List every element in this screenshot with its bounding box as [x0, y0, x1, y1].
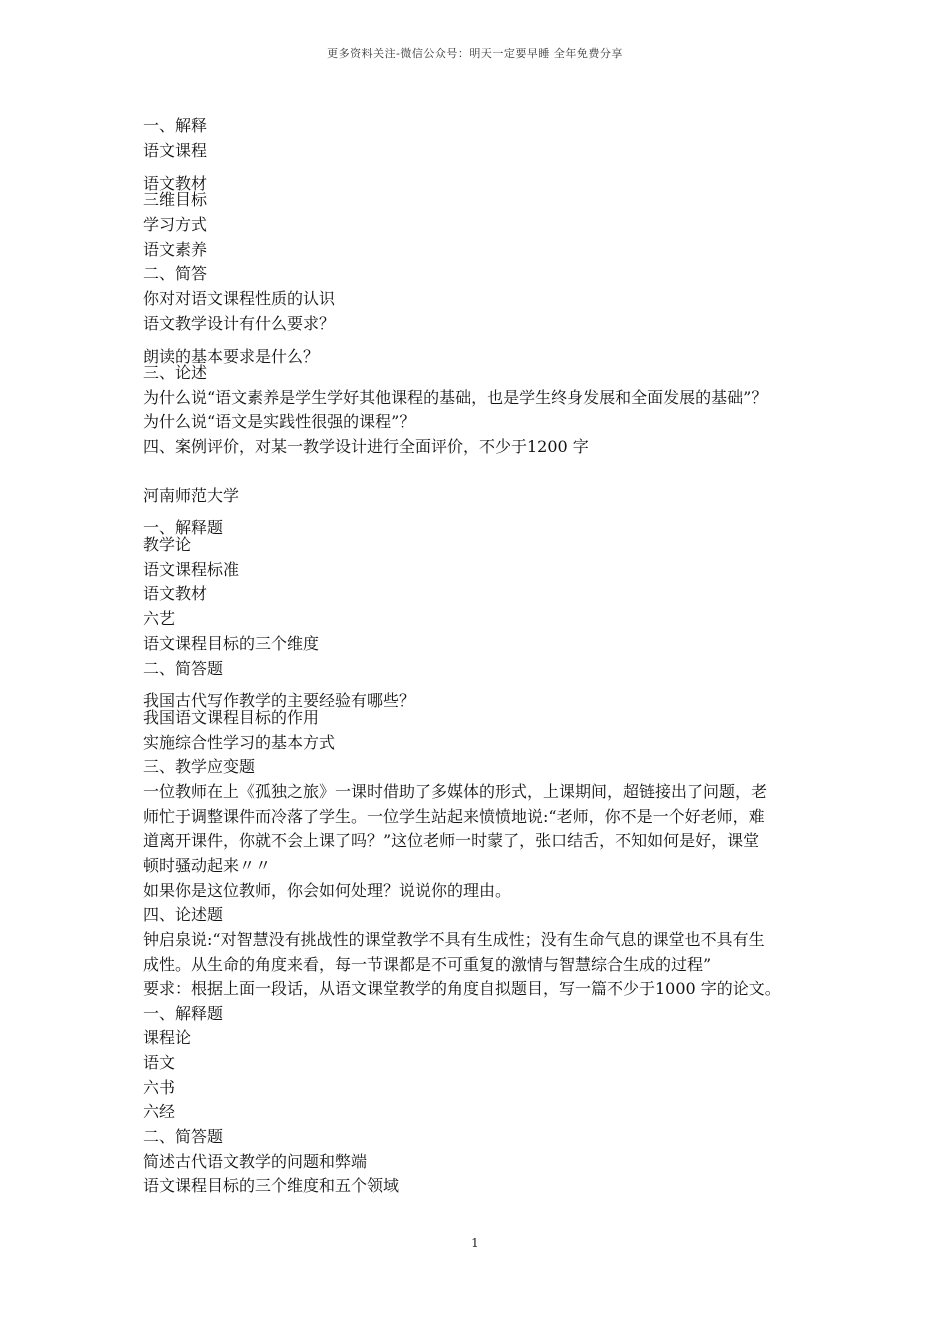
term-item: 三维目标	[143, 190, 208, 209]
quote-paragraph-line: 钟启泉说:“对智慧没有挑战性的课堂教学不具有生成性；没有生命气息的课堂也不具有生	[143, 930, 765, 949]
question-item: 为什么说“语文素养是学生学好其他课程的基础，也是学生终身发展和全面发展的基础”？	[143, 388, 768, 407]
question-item: 我国语文课程目标的作用	[143, 708, 320, 727]
term-item: 语文课程	[143, 141, 208, 160]
term-item: 语文课程目标的三个维度	[143, 634, 320, 653]
section-heading: 四、论述题	[143, 905, 224, 924]
question-item: 朗读的基本要求是什么？	[143, 347, 320, 366]
term-item: 语文	[143, 1053, 176, 1072]
section-heading: 四、案例评价，对某一教学设计进行全面评价，不少于1200 字	[143, 437, 589, 456]
term-item: 学习方式	[143, 215, 208, 234]
term-item: 教学论	[143, 535, 192, 554]
term-item: 六书	[143, 1078, 176, 1097]
section-heading: 二、简答题	[143, 1127, 224, 1146]
university-title: 河南师范大学	[143, 486, 240, 505]
case-paragraph-line: 师忙于调整课件而冷落了学生。一位学生站起来愤愤地说:“老师，你不是一个好老师，难	[143, 807, 765, 826]
question-item: 实施综合性学习的基本方式	[143, 733, 336, 752]
section-heading: 一、解释	[143, 116, 208, 135]
term-item: 语文教材	[143, 584, 208, 603]
question-item: 为什么说“语文是实践性很强的课程”？	[143, 412, 416, 431]
section-heading: 一、解释题	[143, 518, 224, 537]
question-item: 我国古代写作教学的主要经验有哪些？	[143, 691, 416, 710]
quote-paragraph-line: 成性。从生命的角度来看，每一节课都是不可重复的激情与智慧综合生成的过程”	[143, 955, 712, 974]
section-heading: 三、论述	[143, 363, 208, 382]
question-item: 你对对语文课程性质的认识	[143, 289, 336, 308]
term-item: 课程论	[143, 1028, 192, 1047]
term-item: 语文教材	[143, 174, 208, 193]
page-header: 更多资料关注-微信公众号：明天一定要早睡 全年免费分享	[327, 47, 623, 60]
case-paragraph-line: 顿时骚动起来〃〃	[143, 856, 272, 875]
case-paragraph-line: 道离开课件，你就不会上课了吗？”这位老师一时蒙了，张口结舌，不知如何是好，课堂	[143, 831, 760, 850]
question-item: 语文教学设计有什么要求？	[143, 314, 336, 333]
question-item: 如果你是这位教师，你会如何处理？说说你的理由。	[143, 881, 512, 900]
term-item: 六经	[143, 1102, 176, 1121]
term-item: 语文课程标准	[143, 560, 240, 579]
case-paragraph-line: 一位教师在上《孤独之旅》一课时借助了多媒体的形式，上课期间，超链接出了问题，老	[143, 782, 768, 801]
requirement-line: 要求：根据上面一段话，从语文课堂教学的角度自拟题目，写一篇不少于1000 字的论文。	[143, 979, 781, 998]
term-item: 六艺	[143, 609, 176, 628]
section-heading: 三、教学应变题	[143, 757, 256, 776]
section-heading: 二、简答题	[143, 659, 224, 678]
section-heading: 二、简答	[143, 264, 208, 283]
section-heading: 一、解释题	[143, 1004, 224, 1023]
question-item: 语文课程目标的三个维度和五个领域	[143, 1176, 400, 1195]
page-number: 1	[471, 1236, 479, 1250]
term-item: 语文素养	[143, 240, 208, 259]
question-item: 简述古代语文教学的问题和弊端	[143, 1152, 368, 1171]
